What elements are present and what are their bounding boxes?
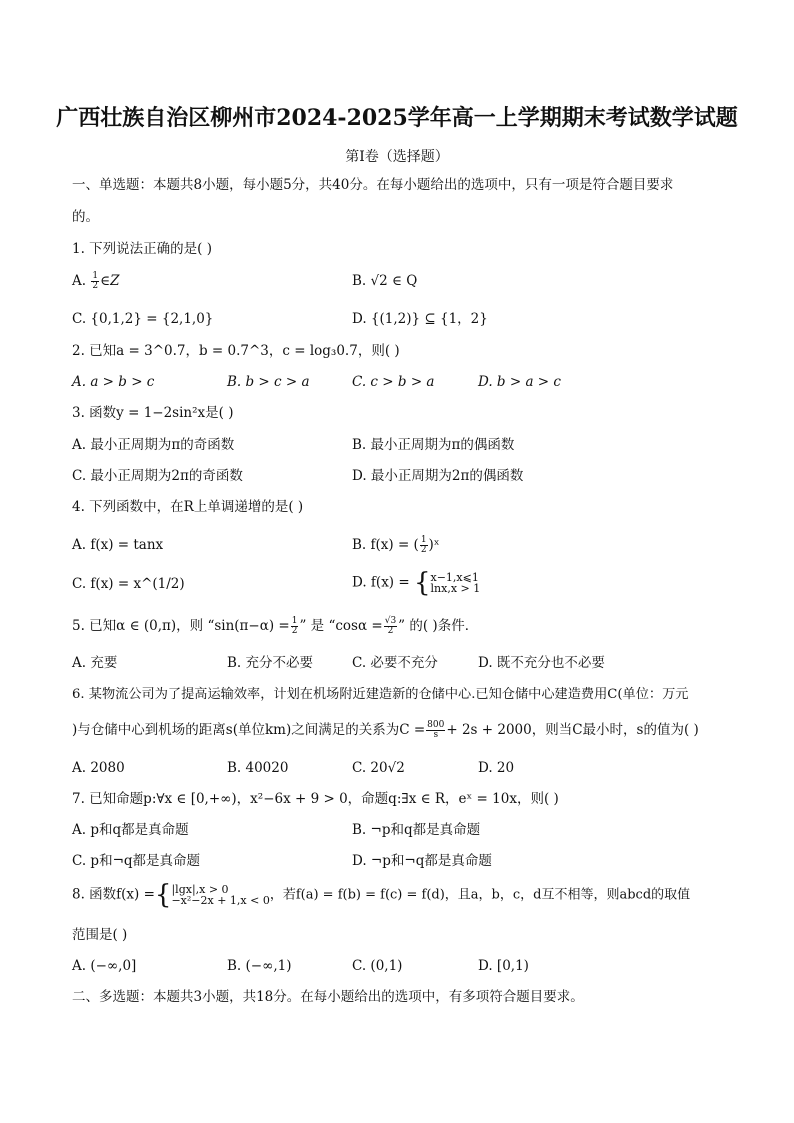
q4-b-post: )ˣ bbox=[428, 537, 440, 553]
q2-option-d: D. b > a > c bbox=[478, 374, 561, 390]
q4-option-b bbox=[352, 536, 440, 555]
q3-option-c: C. 最小正周期为2π的奇函数 bbox=[72, 468, 243, 484]
q8-option-c: C. (0,1) bbox=[352, 958, 403, 974]
q8-row1: |lgx|,x > 0 bbox=[171, 883, 229, 896]
q4-b-fraction bbox=[420, 536, 428, 555]
q1-a-tail: ∈Z bbox=[100, 273, 120, 289]
q1-a-label: A. bbox=[72, 273, 87, 289]
q3-option-a: A. 最小正周期为π的奇函数 bbox=[72, 437, 235, 453]
q6-option-a: A. 2080 bbox=[72, 760, 125, 776]
q4-option-c: C. f(x) = x^(1/2) bbox=[72, 576, 185, 592]
q6-option-d: D. 20 bbox=[478, 760, 515, 776]
q4-stem: 4. 下列函数中，在R上单调递增的是( ) bbox=[72, 499, 304, 515]
q8-stem-line1 bbox=[72, 882, 690, 908]
q7-option-d: D. ¬p和¬q都是真命题 bbox=[352, 853, 492, 869]
q5-stem-post: ” 的( )条件． bbox=[398, 618, 479, 634]
q6-option-c: C. 20√2 bbox=[352, 760, 405, 776]
q6-stem-pre: )与仓储中心到机场的距离s(单位km)之间满足的关系为C = bbox=[72, 722, 426, 738]
q3-stem: 3. 函数y = 1−2sin²x是( ) bbox=[72, 405, 234, 421]
q1-option-b: B. √2 ∈ Q bbox=[352, 273, 418, 289]
q1-a-num: 1 bbox=[92, 271, 99, 281]
q1-a-fraction bbox=[91, 272, 99, 291]
section2-heading: 二、多选题：本题共3小题，共18分。在每小题给出的选项中，有多项符合题目要求。 bbox=[72, 989, 584, 1005]
q3-option-d: D. 最小正周期为2π的偶函数 bbox=[352, 468, 524, 484]
q5-stem bbox=[72, 617, 478, 636]
q6-option-b: B. 40020 bbox=[227, 760, 289, 776]
section1-heading-line1: 一、单选题：本题共8小题，每小题5分，共40分。在每小题给出的选项中，只有一项是符合题目要求 bbox=[72, 177, 674, 193]
q2-stem: 2. 已知a = 3^0.7，b = 0.7^3，c = log₃0.7，则( ) bbox=[72, 343, 400, 359]
q8-cases bbox=[171, 884, 269, 906]
q5-stem-mid: ” 是 “cosα = bbox=[299, 618, 383, 634]
q2-option-a: A. a > b > c bbox=[72, 374, 155, 390]
q8-brace: { bbox=[154, 880, 172, 910]
q2-option-b: B. b > c > a bbox=[227, 374, 310, 390]
q8-row2: −x²−2x + 1,x < 0 bbox=[171, 894, 270, 907]
q4-option-a: A. f(x) = tanx bbox=[72, 537, 164, 553]
q7-option-a: A. p和q都是真命题 bbox=[72, 822, 189, 838]
q7-stem: 7. 已知命题p:∀x ∈ [0,+∞)，x²−6x + 9 > 0，命题q:∃x ∈ R，eˣ = 10x，则( ) bbox=[72, 791, 559, 807]
q4-option-d bbox=[352, 570, 480, 596]
q6-num: 800 bbox=[427, 720, 445, 730]
q5-num2: √3 bbox=[384, 616, 397, 626]
q5-num1: 1 bbox=[291, 616, 298, 626]
q1-stem: 1. 下列说法正确的是( ) bbox=[72, 241, 212, 257]
q5-option-d: D. 既不充分也不必要 bbox=[478, 655, 605, 671]
section1-heading-line2: 的。 bbox=[72, 209, 99, 225]
exam-title: 广西壮族自治区柳州市2024-2025学年高一上学期期末考试数学试题 bbox=[56, 105, 738, 131]
q5-fraction-2 bbox=[384, 617, 397, 636]
q6-stem-post: + 2s + 2000，则当C最小时，s的值为( ) bbox=[446, 722, 699, 738]
q8-stem-post: ，若f(a) = f(b) = f(c) = f(d)，且a，b，c，d互不相等，则abcd的取值 bbox=[269, 887, 691, 903]
q6-den: s bbox=[433, 730, 439, 740]
q5-den2: 2 bbox=[387, 626, 394, 636]
q4-d-row1: x−1,x⩽1 bbox=[430, 571, 479, 584]
q4-b-num: 1 bbox=[420, 535, 427, 545]
q8-stem-line2: 范围是( ) bbox=[72, 927, 128, 943]
q6-fraction bbox=[426, 721, 445, 740]
q2-option-c: C. c > b > a bbox=[352, 374, 435, 390]
q7-option-c: C. p和¬q都是真命题 bbox=[72, 853, 201, 869]
q6-stem-line2 bbox=[72, 721, 699, 740]
q8-stem-pre: 8. 函数f(x) = bbox=[72, 886, 155, 903]
q5-option-b: B. 充分不必要 bbox=[227, 655, 314, 671]
q8-option-d: D. [0,1) bbox=[478, 958, 529, 974]
q8-option-b: B. (−∞,1) bbox=[227, 958, 292, 974]
q1-option-d: D. {(1,2)} ⊆ {1，2} bbox=[352, 311, 488, 327]
q5-option-a: A. 充要 bbox=[72, 655, 118, 671]
q4-d-brace: { bbox=[413, 568, 431, 598]
q7-option-b: B. ¬p和q都是真命题 bbox=[352, 822, 481, 838]
exam-subtitle: 第I卷（选择题） bbox=[345, 149, 449, 165]
q4-b-pre: B. f(x) = ( bbox=[352, 537, 419, 553]
q4-d-row2: lnx,x > 1 bbox=[430, 582, 481, 595]
q5-stem-pre: 5. 已知α ∈ (0,π)，则 “sin(π−α) = bbox=[72, 618, 290, 634]
q1-option-a bbox=[72, 272, 119, 291]
q4-d-cases bbox=[431, 572, 481, 594]
q5-den1: 2 bbox=[291, 626, 298, 636]
q4-d-pre: D. f(x) = bbox=[352, 574, 414, 591]
q6-stem-line1: 6. 某物流公司为了提高运输效率，计划在机场附近建造新的仓储中心.已知仓储中心建造费用C(单位：万元 bbox=[72, 687, 689, 702]
q4-b-den: 2 bbox=[420, 545, 427, 555]
q8-option-a: A. (−∞,0] bbox=[72, 958, 137, 974]
q5-fraction-1 bbox=[291, 617, 299, 636]
q1-a-den: 2 bbox=[92, 281, 99, 291]
q5-option-c: C. 必要不充分 bbox=[352, 655, 438, 671]
q3-option-b: B. 最小正周期为π的偶函数 bbox=[352, 437, 515, 453]
q1-option-c: C. {0,1,2} = {2,1,0} bbox=[72, 311, 214, 327]
